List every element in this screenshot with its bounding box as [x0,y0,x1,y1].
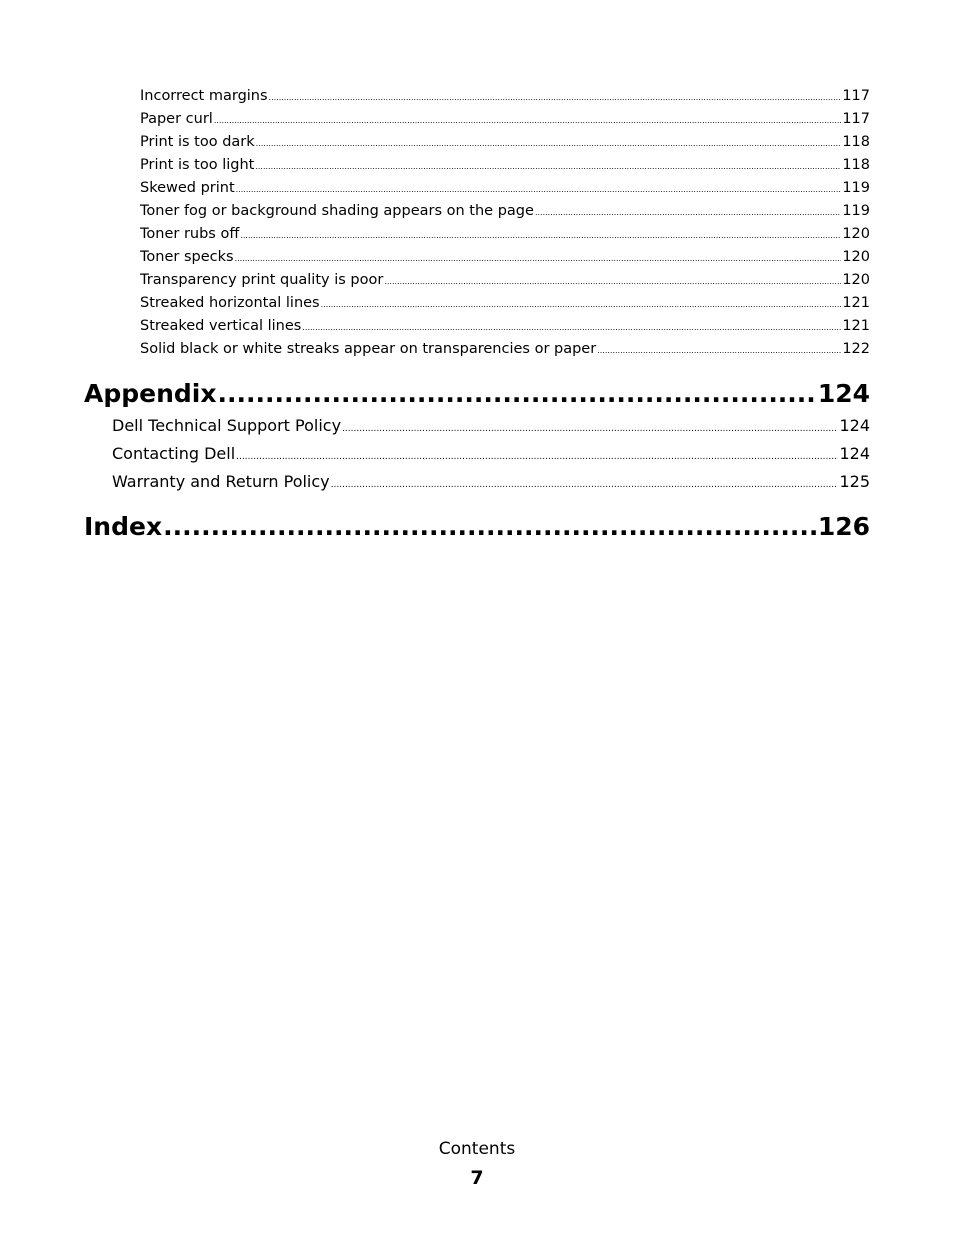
toc-section-label: Dell Technical Support Policy [112,416,342,435]
toc-entry[interactable] [140,316,870,336]
toc-entry-page: 117 [842,88,870,104]
toc-entry-page: 121 [842,295,870,311]
toc-entry-page: 119 [842,203,870,219]
toc-entry-page: 120 [842,226,870,242]
dot-leader [321,293,842,313]
toc-entry[interactable] [140,339,870,359]
toc-entry-label: Toner specks [140,249,234,265]
toc-chapter-page: 124 [817,379,870,408]
footer-page-number: 7 [470,1167,484,1189]
dot-leader [236,178,842,198]
dot-leader [163,510,817,544]
footer-section-title: Contents [438,1139,516,1159]
toc-section[interactable] [112,470,870,494]
dot-leader [214,109,841,129]
toc-entry-label: Streaked vertical lines [140,318,302,334]
dot-leader [342,414,838,438]
toc-entry[interactable] [140,270,870,290]
dot-leader [235,247,842,267]
toc-entry-label: Print is too light [140,157,255,173]
toc-entry-label: Skewed print [140,180,235,196]
toc-entry-label: Transparency print quality is poor [140,272,384,288]
toc-section-page: 124 [839,416,870,435]
toc-chapter-index[interactable] [84,510,870,544]
dot-leader [269,86,842,106]
toc-entry-label: Streaked horizontal lines [140,295,320,311]
toc-entry-label: Paper curl [140,111,213,127]
toc-entry-label: Toner fog or background shading appears on the page [140,203,534,219]
toc-entry[interactable] [140,224,870,244]
toc-section-label: Warranty and Return Policy [112,472,330,491]
toc-section-page: 124 [839,444,870,463]
toc-entry-page: 118 [842,134,870,150]
toc-entry-label: Print is too dark [140,134,255,150]
toc-chapter-page: 126 [817,512,870,541]
toc-entry[interactable] [140,201,870,221]
dot-leader [255,155,841,175]
dot-leader [597,339,841,359]
toc-entry-page: 120 [842,272,870,288]
toc-chapter-appendix[interactable] [84,377,870,411]
toc-entry-label: Solid black or white streaks appear on transparencies or paper [140,341,597,357]
toc-entry-label: Incorrect margins [140,88,268,104]
dot-leader [256,132,842,152]
toc-section-label: Contacting Dell [112,444,236,463]
toc-entry[interactable] [140,132,870,152]
dot-leader [331,470,839,494]
toc-section[interactable] [112,442,870,466]
dot-leader [302,316,841,336]
dot-leader [240,224,841,244]
dot-leader [535,201,841,221]
toc-entry[interactable] [140,247,870,267]
toc-entry-label: Toner rubs off [140,226,240,242]
toc-entry-page: 120 [842,249,870,265]
toc-entry-page: 118 [842,157,870,173]
toc-entry[interactable] [140,86,870,106]
toc-entry-page: 122 [842,341,870,357]
toc-entry[interactable] [140,178,870,198]
toc-entry[interactable] [140,155,870,175]
toc-section-page: 125 [839,472,870,491]
toc-section[interactable] [112,414,870,438]
dot-leader [384,270,841,290]
toc-entry-page: 121 [842,318,870,334]
toc-entry[interactable] [140,293,870,313]
toc-entry-page: 117 [842,111,870,127]
dot-leader [217,377,816,411]
toc-chapter-label: Index [84,512,163,541]
toc-chapter-label: Appendix [84,379,217,408]
toc-entry-page: 119 [842,180,870,196]
toc-entry[interactable] [140,109,870,129]
dot-leader [236,442,838,466]
